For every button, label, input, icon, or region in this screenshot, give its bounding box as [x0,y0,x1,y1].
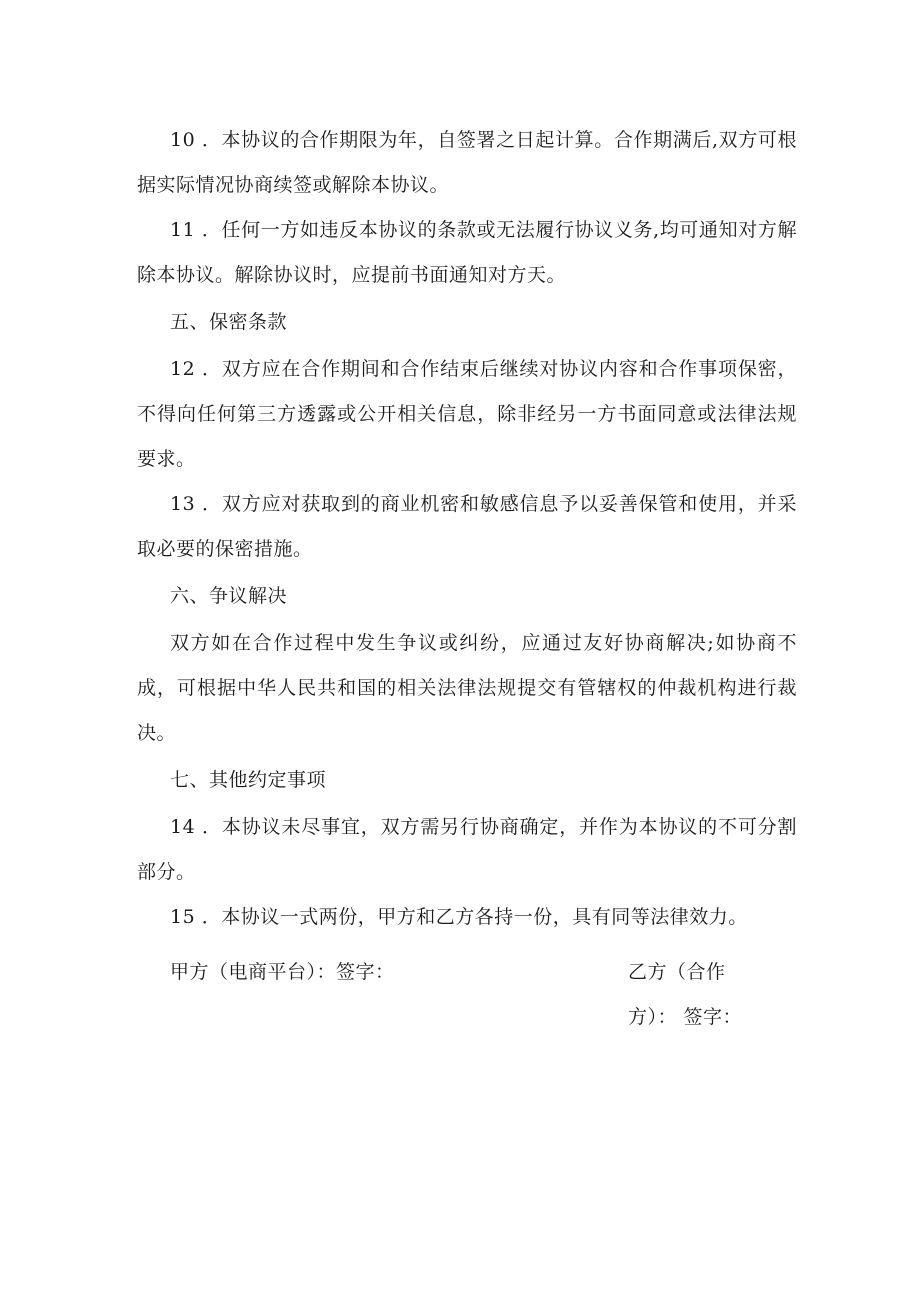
clause-14: 14 ．本协议未尽事宜，双方需另行协商确定，并作为本协议的不可分割部分。 [137,816,797,883]
signature-block [137,950,797,1050]
party-b-signature-line: 乙方（合作方）： 签字： [628,961,743,1028]
section-heading-other: 七、其他约定事项 [170,769,327,791]
clause-10: 10 ．本协议的合作期限为年，自签署之日起计算。合作期满后,双方可根据实际情况协商续签或解除本协议。 [137,129,797,196]
section-heading-confidentiality: 五、保密条款 [170,311,288,333]
clause-13: 13 ．双方应对获取到的商业机密和敏感信息予以妥善保管和使用，并采取必要的保密措施。 [137,493,797,560]
agreement-body [137,118,797,940]
section-heading-dispute: 六、争议解决 [170,585,288,607]
dispute-clause: 双方如在合作过程中发生争议或纠纷，应通过友好协商解决;如协商不成，可根据中华人民共和国的相关法律法规提交有管辖权的仲裁机构进行裁决。 [137,632,797,744]
clause-12: 12 ．双方应在合作期间和合作结束后继续对协议内容和合作事项保密，不得向任何第三方透露或公开相关信息，除非经另一方书面同意或法律法规要求。 [137,358,797,470]
clause-15: 15 ．本协议一式两份，甲方和乙方各持一份，具有同等法律效力。 [170,906,748,928]
clause-11: 11 ．任何一方如违反本协议的条款或无法履行协议义务,均可通知对方解除本协议。解除协议时，应提前书面通知对方天。 [137,219,797,286]
party-a-signature-line: 甲方（电商平台）：签字： [170,961,395,983]
